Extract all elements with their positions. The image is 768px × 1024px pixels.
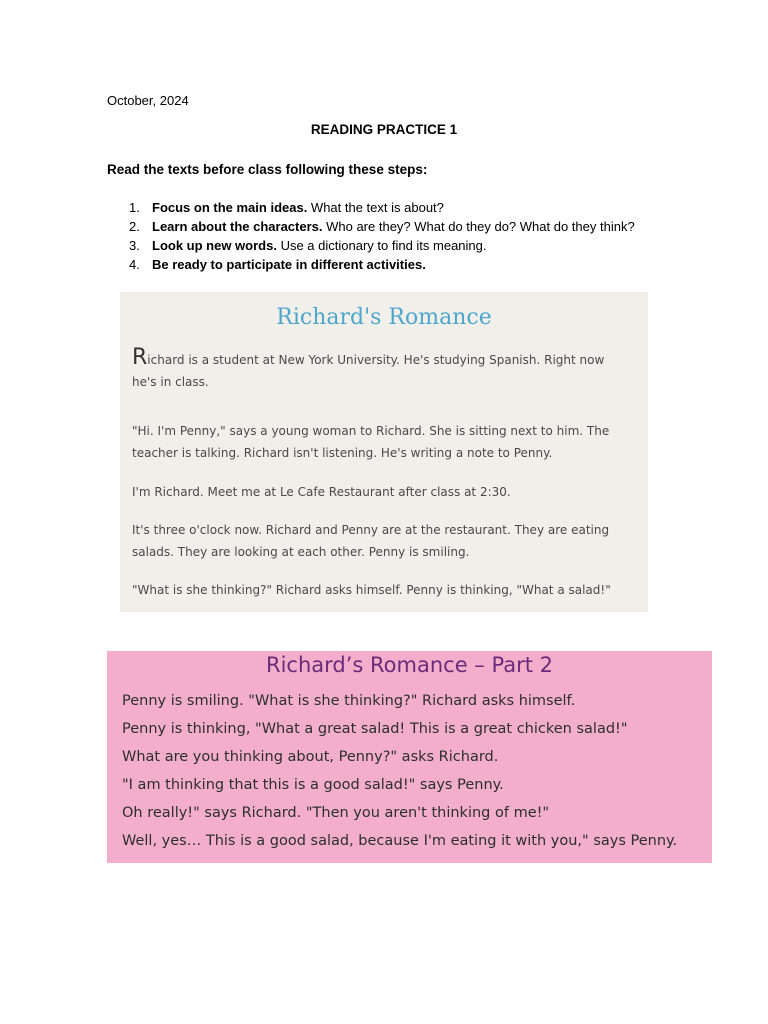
instructions-heading: Read the texts before class following these steps: [107, 162, 428, 177]
story-line: What are you thinking about, Penny?" asks Richard. [122, 749, 499, 765]
story-line: Well, yes… This is a good salad, because I'm eating it with you," says Penny. [122, 833, 678, 849]
page-title: READING PRACTICE 1 [310, 122, 458, 137]
document-date: October, 2024 [107, 93, 189, 108]
story-line: Penny is thinking, "What a great salad! This is a great chicken salad!" [122, 721, 628, 737]
story-paragraph: It's three o'clock now. Richard and Penny are at the restaurant. They are eating salads. They are looking at each other. Penny is smiling. [132, 523, 610, 559]
list-item: 4. Be ready to participate in different activities. [129, 257, 426, 272]
list-item: 1. Focus on the main ideas. What the text is about? [129, 200, 444, 215]
story-line: Oh really!" says Richard. "Then you aren't thinking of me!" [122, 805, 550, 821]
story-paragraph: Richard is a student at New York University. He's studying Spanish. Right now he's in class. [132, 345, 605, 389]
story-card-part-1 [120, 292, 648, 612]
story-line: "I am thinking that this is a good salad!" says Penny. [122, 777, 504, 793]
story-card-part-2 [107, 651, 712, 863]
steps-list [107, 198, 635, 274]
list-item: 3. Look up new words. Use a dictionary to find its meaning. [129, 238, 487, 253]
story-paragraph: "What is she thinking?" Richard asks himself. Penny is thinking, "What a salad!" [132, 583, 611, 597]
drop-cap: R [132, 345, 148, 370]
story-title: Richard's Romance [276, 305, 492, 330]
story-line: Penny is smiling. "What is she thinking?" Richard asks himself. [122, 693, 576, 709]
story-paragraph: I'm Richard. Meet me at Le Cafe Restaurant after class at 2:30. [132, 485, 511, 499]
list-item: 2. Learn about the characters. Who are they? What do they do? What do they think? [129, 219, 635, 234]
story-title: Richard’s Romance – Part 2 [266, 653, 553, 677]
story-paragraph: "Hi. I'm Penny," says a young woman to Richard. She is sitting next to him. The teacher is talking. Richard isn't listening. He's writing a note to Penny. [132, 424, 610, 460]
